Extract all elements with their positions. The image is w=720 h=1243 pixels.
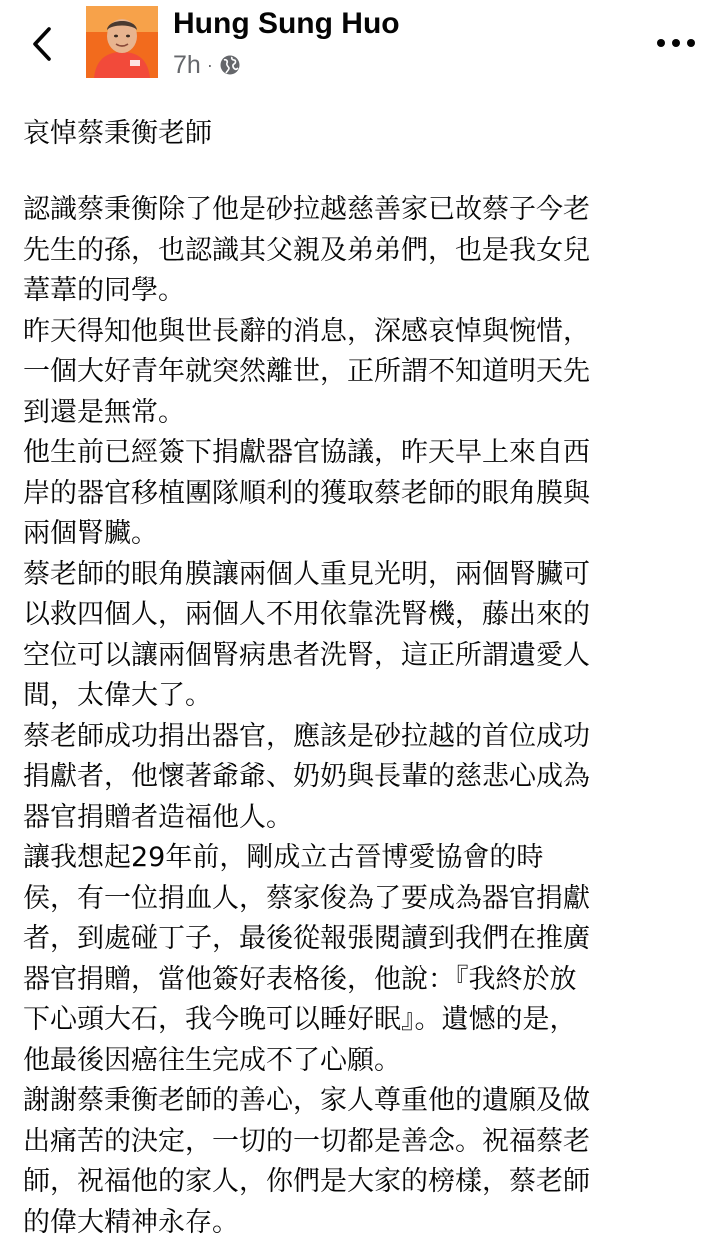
meta-separator: · [207,55,213,76]
post-text-line: 他生前已經簽下捐獻器官協議，昨天早上來自西 [23,433,713,474]
post-text-line: 葦葦的同學。 [23,271,713,312]
more-dots-icon [656,38,696,48]
post-text-line: 的偉大精神永存。 [23,1203,713,1243]
post-text-line: 一個大好青年就突然離世，正所謂不知道明天先 [23,352,713,393]
post-text-line: 器官捐贈，當他簽好表格後，他說：『我終於放 [23,960,713,1001]
chevron-left-icon [30,26,54,62]
post-meta [173,50,241,80]
avatar[interactable] [86,6,158,78]
post-text-line: 器官捐贈者造福他人。 [23,798,713,839]
post-text-line: 者，到處碰丁子，最後從報張閱讀到我們在推廣 [23,919,713,960]
post-text-line: 下心頭大石，我今晚可以睡好眠』。遺憾的是， [23,1000,713,1041]
post-text-line: 以救四個人，兩個人不用依靠洗腎機，藤出來的 [23,595,713,636]
post-body [23,190,713,1243]
globe-icon [219,54,241,76]
post-text-line: 蔡老師成功捐出器官，應該是砂拉越的首位成功 [23,717,713,758]
post-time[interactable]: 7h [173,51,201,80]
post-text-line: 他最後因癌往生完成不了心願。 [23,1041,713,1082]
post-text-line: 昨天得知他與世長辭的消息，深感哀悼與惋惜， [23,312,713,353]
profile-photo [86,6,158,78]
post-text-line: 到還是無常。 [23,393,713,434]
post-text-line: 讓我想起29年前，剛成立古晉博愛協會的時 [23,838,713,879]
post-header [0,0,720,100]
post-text-line: 間，太偉大了。 [23,676,713,717]
post-text-line: 侯，有一位捐血人，蔡家俊為了要成為器官捐獻 [23,879,713,920]
post-text-line: 捐獻者，他懷著爺爺、奶奶與長輩的慈悲心成為 [23,757,713,798]
post-title: 哀悼蔡秉衡老師 [23,112,212,156]
post-text-line: 空位可以讓兩個腎病患者洗腎，這正所謂遺愛人 [23,636,713,677]
post-text-line: 先生的孫，也認識其父親及弟弟們，也是我女兒 [23,231,713,272]
post-text-line: 兩個腎臟。 [23,514,713,555]
post-text-line: 謝謝蔡秉衡老師的善心，家人尊重他的遺願及做 [23,1081,713,1122]
post-text-line: 蔡老師的眼角膜讓兩個人重見光明，兩個腎臟可 [23,555,713,596]
author-name[interactable]: Hung Sung Huo [173,4,400,44]
post-text-line: 出痛苦的決定，一切的一切都是善念。祝福蔡老 [23,1122,713,1163]
post-text-line: 認識蔡秉衡除了他是砂拉越慈善家已故蔡子今老 [23,190,713,231]
post-text-line: 師，祝福他的家人，你們是大家的榜樣，蔡老師 [23,1162,713,1203]
more-options-button[interactable] [652,28,700,58]
post-text-line: 岸的器官移植團隊順利的獲取蔡老師的眼角膜與 [23,474,713,515]
back-button[interactable] [22,24,62,64]
